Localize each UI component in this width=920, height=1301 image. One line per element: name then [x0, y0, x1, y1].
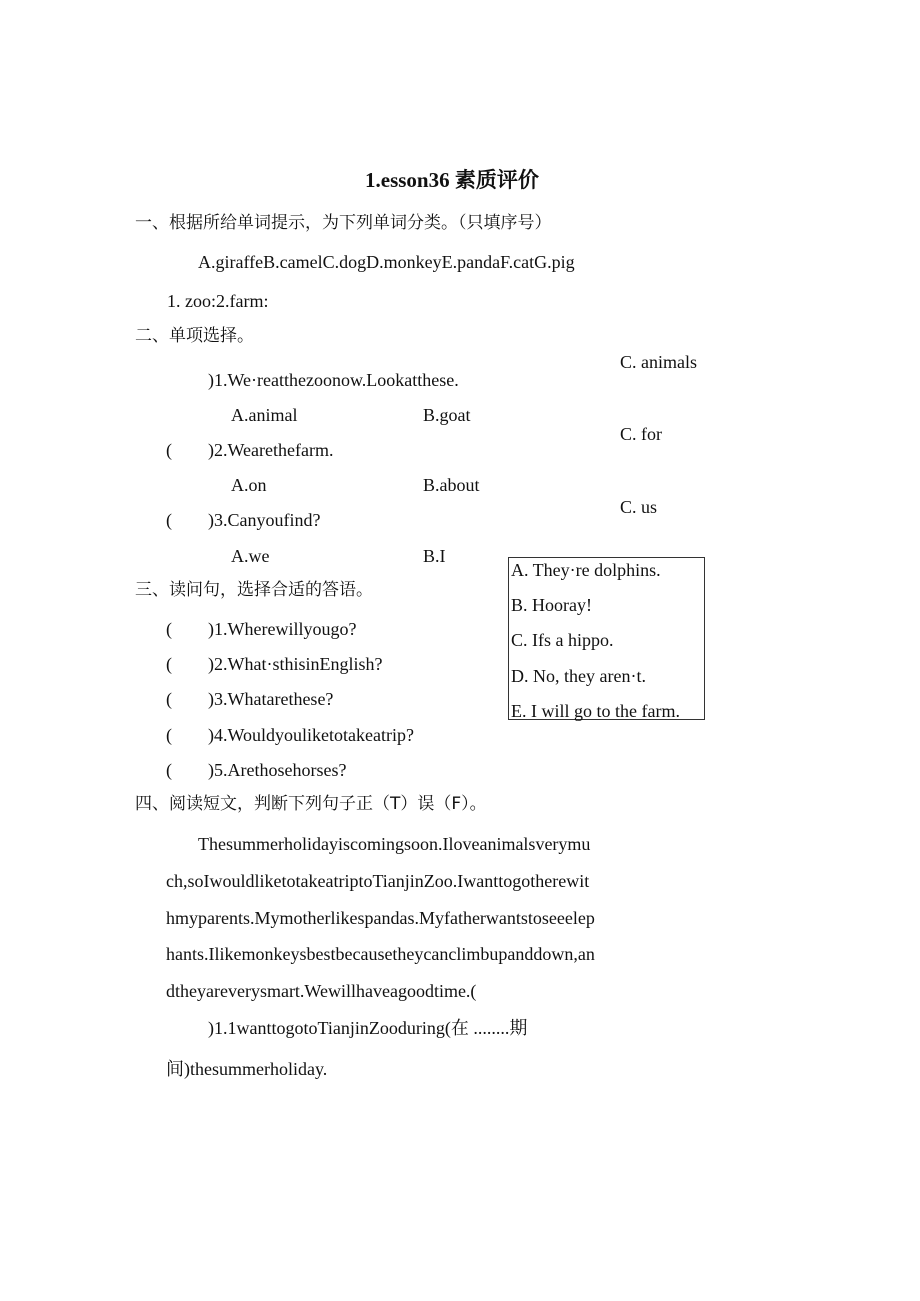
statement-1-line2: 间)thesummerholiday. — [166, 1059, 328, 1079]
section3-heading: 三、读问句，选择合适的答语。 — [135, 580, 373, 600]
s3-q2-text: )2.What·sthisinEnglish? — [208, 654, 383, 674]
s3-q1-text: )1.Wherewillyougo? — [208, 619, 357, 639]
q1-option-a: A.animal — [231, 405, 298, 425]
section1-heading: 一、根据所给单词提示，为下列单词分类。（只填序号） — [135, 213, 552, 233]
classification-answer-line: 1. zoo:2.farm: — [167, 291, 269, 311]
s3-q4-text: )4.Wouldyouliketotakeatrip? — [208, 725, 414, 745]
statement-1-line1: )1.1wanttogotoTianjinZooduring(在 ........期 — [208, 1018, 528, 1038]
s3-q3-text: )3.Whatarethese? — [208, 689, 334, 709]
s3-q3-paren: ( — [166, 689, 172, 709]
q2-option-c: C. for — [620, 424, 662, 444]
answer-option-d: D. No, they aren·t. — [511, 666, 646, 686]
q2-option-a: A.on — [231, 475, 267, 495]
q1-option-c: C. animals — [620, 352, 697, 372]
s3-q5-paren: ( — [166, 760, 172, 780]
s3-q2-paren: ( — [166, 654, 172, 674]
section4-heading: 四、阅读短文，判断下列句子正（T）误（F）。 — [135, 794, 487, 814]
s3-q4-paren: ( — [166, 725, 172, 745]
q3-paren: ( — [166, 510, 172, 530]
answer-option-b: B. Hooray! — [511, 595, 592, 615]
q3-option-c: C. us — [620, 497, 658, 517]
q1-option-b: B.goat — [423, 405, 471, 425]
q2-option-b: B.about — [423, 475, 480, 495]
answer-option-c: C. Ifs a hippo. — [511, 630, 614, 650]
answer-option-e: E. I will go to the farm. — [511, 701, 680, 721]
q3-option-a: A.we — [231, 546, 270, 566]
passage-line: hmyparents.Mymotherlikespandas.Myfatherwantstoseeelep — [166, 908, 595, 928]
q2-paren: ( — [166, 440, 172, 460]
s3-q5-text: )5.Arethosehorses? — [208, 760, 347, 780]
q3-text: )3.Canyoufind? — [208, 510, 321, 530]
q1-text: )1.We·reatthezoonow.Lookatthese. — [208, 370, 459, 390]
passage-line: hants.Ilikemonkeysbestbecausetheycanclimbupanddown,an — [166, 944, 595, 964]
section2-heading: 二、单项选择。 — [135, 326, 254, 346]
passage-line: Thesummerholidayiscomingsoon.Iloveanimalsverymu — [198, 834, 591, 854]
q2-text: )2.Wearethefarm. — [208, 440, 334, 460]
answer-option-a: A. They·re dolphins. — [511, 560, 661, 580]
word-list: A.giraffeB.camelC.dogD.monkeyE.pandaF.catG.pig — [198, 252, 575, 272]
passage-line: dtheyareverysmart.Wewillhaveagoodtime.( — [166, 981, 477, 1001]
s3-q1-paren: ( — [166, 619, 172, 639]
passage-line: ch,soIwouldliketotakeatriptoTianjinZoo.Iwanttogotherewit — [166, 871, 590, 891]
page-title: 1.esson36 素质评价 — [365, 168, 539, 192]
q3-option-b: B.I — [423, 546, 446, 566]
